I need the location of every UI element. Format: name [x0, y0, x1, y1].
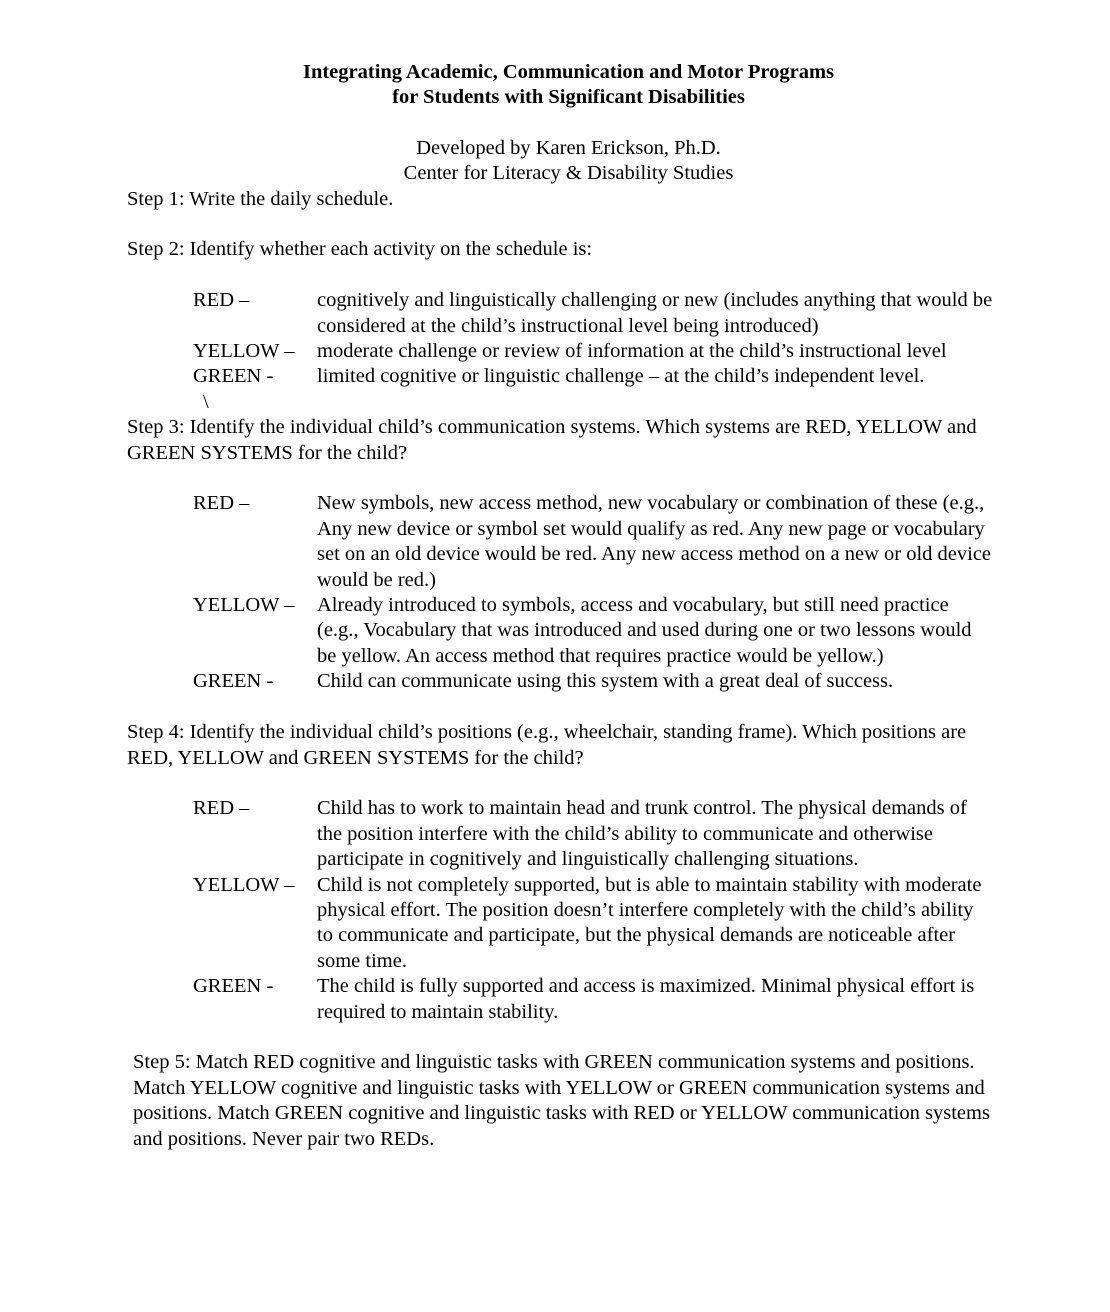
stray-mark-row [193, 390, 993, 415]
step-3-def-red: New symbols, new access method, new vocabulary or combination of these (e.g., Any new device or symbol set would qualify as red. Any new page or vocabulary set on an old device would be red. Any new access method on a new or old device would be red.) [317, 492, 992, 591]
step-3-list [193, 491, 993, 694]
step-2-term-yellow: YELLOW – [193, 340, 295, 363]
step-2-term-green: GREEN - [193, 365, 274, 388]
step-2-def-yellow: moderate challenge or review of information at the child’s instructional level [317, 340, 947, 363]
step-4-item-green [193, 974, 993, 1025]
step-2-def-green: limited cognitive or linguistic challenge – at the child’s independent level. [317, 365, 925, 388]
step-3-item-green [193, 669, 993, 694]
step-4-term-green: GREEN - [193, 975, 274, 998]
author-line: Developed by Karen Erickson, Ph.D. [416, 136, 721, 159]
document-title [0, 60, 1110, 111]
step-4-intro: Step 4: Identify the individual child’s positions (e.g., wheelchair, standing frame). Which positions are RED, YELLOW and GREEN SYSTEMS for the child? [127, 721, 967, 769]
byline [0, 136, 1110, 187]
step-3-def-yellow: Already introduced to symbols, access and vocabulary, but still need practice (e.g., Vocabulary that was introduced and used during one or two lessons would be yellow. An access method that requires practice would be yellow.) [317, 594, 972, 667]
step-3-intro: Step 3: Identify the individual child’s communication systems. Which systems are RED, YELLOW and GREEN SYSTEMS for the child? [127, 416, 977, 464]
step-5: Step 5: Match RED cognitive and linguistic tasks with GREEN communication systems and positions. Match YELLOW cognitive and linguistic tasks with YELLOW or GREEN communication systems and positions. Match GREEN cognitive and linguistic tasks with RED or YELLOW communication systems and positions. Never pair two REDs. [133, 1051, 990, 1150]
step-2-term-red: RED – [193, 289, 250, 312]
title-line-1: Integrating Academic, Communication and Motor Programs [302, 61, 835, 83]
step-3-item-yellow [193, 593, 993, 669]
step-2-item-red [193, 288, 993, 339]
step-3-term-green: GREEN - [193, 670, 274, 693]
step-4-list [193, 796, 993, 1025]
step-4-def-red: Child has to work to maintain head and trunk control. The physical demands of the position interfere with the child’s ability to communicate and otherwise participate in cognitively and linguistically challenging situations. [317, 797, 967, 871]
step-3-term-red: RED – [193, 492, 250, 515]
organization-line: Center for Literacy & Disability Studies [403, 162, 734, 185]
step-2-item-green [193, 364, 993, 389]
step-3-term-yellow: YELLOW – [193, 594, 295, 617]
step-3-item-red [193, 491, 993, 593]
step-4-def-green: The child is fully supported and access is maximized. Minimal physical effort is required to maintain stability. [317, 975, 975, 1023]
step-2-item-yellow [193, 339, 993, 364]
step-2-intro: Step 2: Identify whether each activity on the schedule is: [127, 238, 593, 261]
step-4-term-yellow: YELLOW – [193, 873, 295, 896]
step-4-term-red: RED – [193, 797, 250, 820]
step-2-def-red: cognitively and linguistically challenging or new (includes anything that would be considered at the child’s instructional level being introduced) [317, 289, 993, 337]
step-1: Step 1: Write the daily schedule. [127, 187, 394, 210]
stray-mark: \ [203, 390, 209, 413]
step-2-list [193, 288, 993, 415]
step-4-item-yellow [193, 873, 993, 975]
step-3-def-green: Child can communicate using this system with a great deal of success. [317, 670, 894, 693]
title-line-2: for Students with Significant Disabilities [392, 86, 745, 109]
step-4-def-yellow: Child is not completely supported, but is able to maintain stability with moderate physical effort. The position doesn’t interfere completely with the child’s ability to communicate and participate, but the physical demands are noticeable after some time. [317, 873, 982, 972]
step-4-item-red [193, 796, 993, 872]
